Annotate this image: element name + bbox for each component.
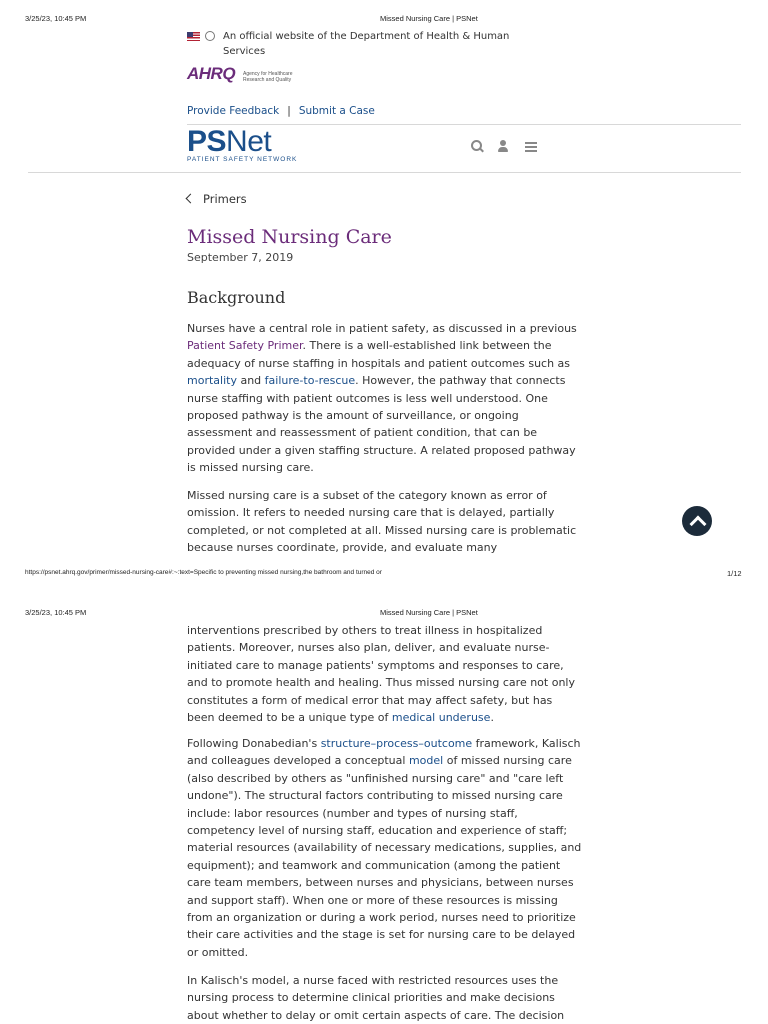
- user-icon[interactable]: [496, 138, 512, 154]
- menu-icon[interactable]: [524, 140, 540, 156]
- paragraph-2: Missed nursing care is a subset of the category known as error of omission. It refers to needed nursing care that is delayed, partially completed, or not completed at all. Missed nursing care is problematic because nurses coordinate, provide, and evaluate many: [187, 489, 577, 555]
- back-to-top-button[interactable]: [682, 506, 712, 536]
- hhs-icon: [205, 31, 215, 41]
- text: . However, the pathway that connects nurse staffing with patient outcomes is less well understood. One proposed pathway is the amount of surveillance, or ongoing assessment and reassessment of patient condition, that can be provided under a given staffing structure. A related proposed pathway is missed nursing care.: [187, 374, 576, 475]
- model-link[interactable]: model: [408, 754, 444, 768]
- breadcrumb[interactable]: [187, 192, 247, 206]
- psnet-wordmark: [187, 126, 297, 158]
- psnet-net: Net: [226, 125, 272, 158]
- text: of missed nursing care (also described by others as "unfinished nursing care" and "care left undone"). The structural factors contributing to missed nursing care include: labor resources (number and types of nursing staff, competency level of nursing staff, education and experience of staff; material resources (availability of necessary medications, supplies, and equipment); and teamwork and communication (among the patient care team members, between nurses and physicians, between nurses and support staff). When one or more of these resources is missing from an organization or during a work period, nurses need to prioritize their care activities and the stage is set for nursing care to be delayed or omitted.: [187, 754, 582, 959]
- text: . There is a well-established link between the adequacy of nurse staffing in hospitals and patient outcomes such as: [187, 339, 571, 370]
- paragraph-3: [187, 735, 582, 961]
- breadcrumb-primers[interactable]: Primers: [203, 192, 247, 206]
- page-title: Missed Nursing Care: [187, 226, 392, 248]
- text: framework, Kalisch and colleagues developed a conceptual: [187, 737, 581, 768]
- structure-process-outcome-link[interactable]: structure–process–outcome: [320, 737, 473, 750]
- header-divider: [28, 172, 741, 173]
- text: Nurses have a central role in patient safety, as discussed in a previous: [187, 322, 577, 335]
- medical-underuse-link[interactable]: medical underuse: [391, 711, 491, 725]
- publish-date: September 7, 2019: [187, 251, 294, 264]
- print-datetime: 3/25/23, 10:45 PM: [25, 14, 87, 23]
- ahrq-mark: AHRQ: [187, 64, 236, 83]
- us-flag-icon: [187, 32, 200, 41]
- search-icon[interactable]: [470, 139, 486, 155]
- chevron-left-icon: [186, 194, 196, 204]
- print-page-number: 1/12: [727, 569, 742, 578]
- print-url: https://psnet.ahrq.gov/primer/missed-nursing-care#:~:text=Specific to preventing missed nursing,the bathroom and turned or: [25, 569, 382, 576]
- text: .: [490, 711, 494, 725]
- section-heading-background: Background: [187, 288, 286, 307]
- text: Following Donabedian's: [187, 737, 321, 750]
- failure-to-rescue-link[interactable]: failure-to-rescue: [264, 374, 356, 388]
- print-page-title: Missed Nursing Care | PSNet: [380, 14, 478, 23]
- link-separator: |: [287, 105, 291, 117]
- gov-banner-text: An official website of the Department of Health & Human Services: [223, 31, 510, 57]
- submit-case-link[interactable]: Submit a Case: [298, 105, 375, 117]
- gov-banner: [187, 29, 517, 59]
- paragraph-2-continued: [187, 622, 582, 726]
- psnet-subtitle: PATIENT SAFETY NETWORK: [187, 156, 298, 163]
- mortality-link[interactable]: mortality: [187, 374, 237, 388]
- paragraph-1: [187, 320, 582, 477]
- provide-feedback-link[interactable]: Provide Feedback: [187, 105, 280, 117]
- print-datetime: 3/25/23, 10:45 PM: [25, 608, 87, 617]
- psnet-logo[interactable]: [187, 126, 297, 163]
- ahrq-tagline: Agency for Healthcare Research and Quality: [243, 71, 293, 83]
- paragraph-4: In Kalisch's model, a nurse faced with restricted resources uses the nursing process to determine clinical priorities and make decisions about whether to delay or omit certain aspects of care. The decision: [187, 974, 565, 1022]
- psnet-ps: PS: [187, 125, 227, 158]
- patient-safety-primer-link[interactable]: Patient Safety Primer: [187, 339, 303, 353]
- text: and: [236, 374, 265, 388]
- text: interventions prescribed by others to treat illness in hospitalized patients. Moreover, nurses also plan, deliver, and evaluate nurse-initiated care to manage patients' symptoms and responses to care, and to promote health and healing. Thus missed nursing care not only constitutes a form of medical error that may affect safety, but has been deemed to be a unique type of: [187, 624, 575, 725]
- print-page-title: Missed Nursing Care | PSNet: [380, 608, 478, 617]
- ahrq-logo[interactable]: [187, 64, 293, 86]
- top-links: [187, 105, 375, 117]
- chevron-up-icon: [690, 516, 707, 533]
